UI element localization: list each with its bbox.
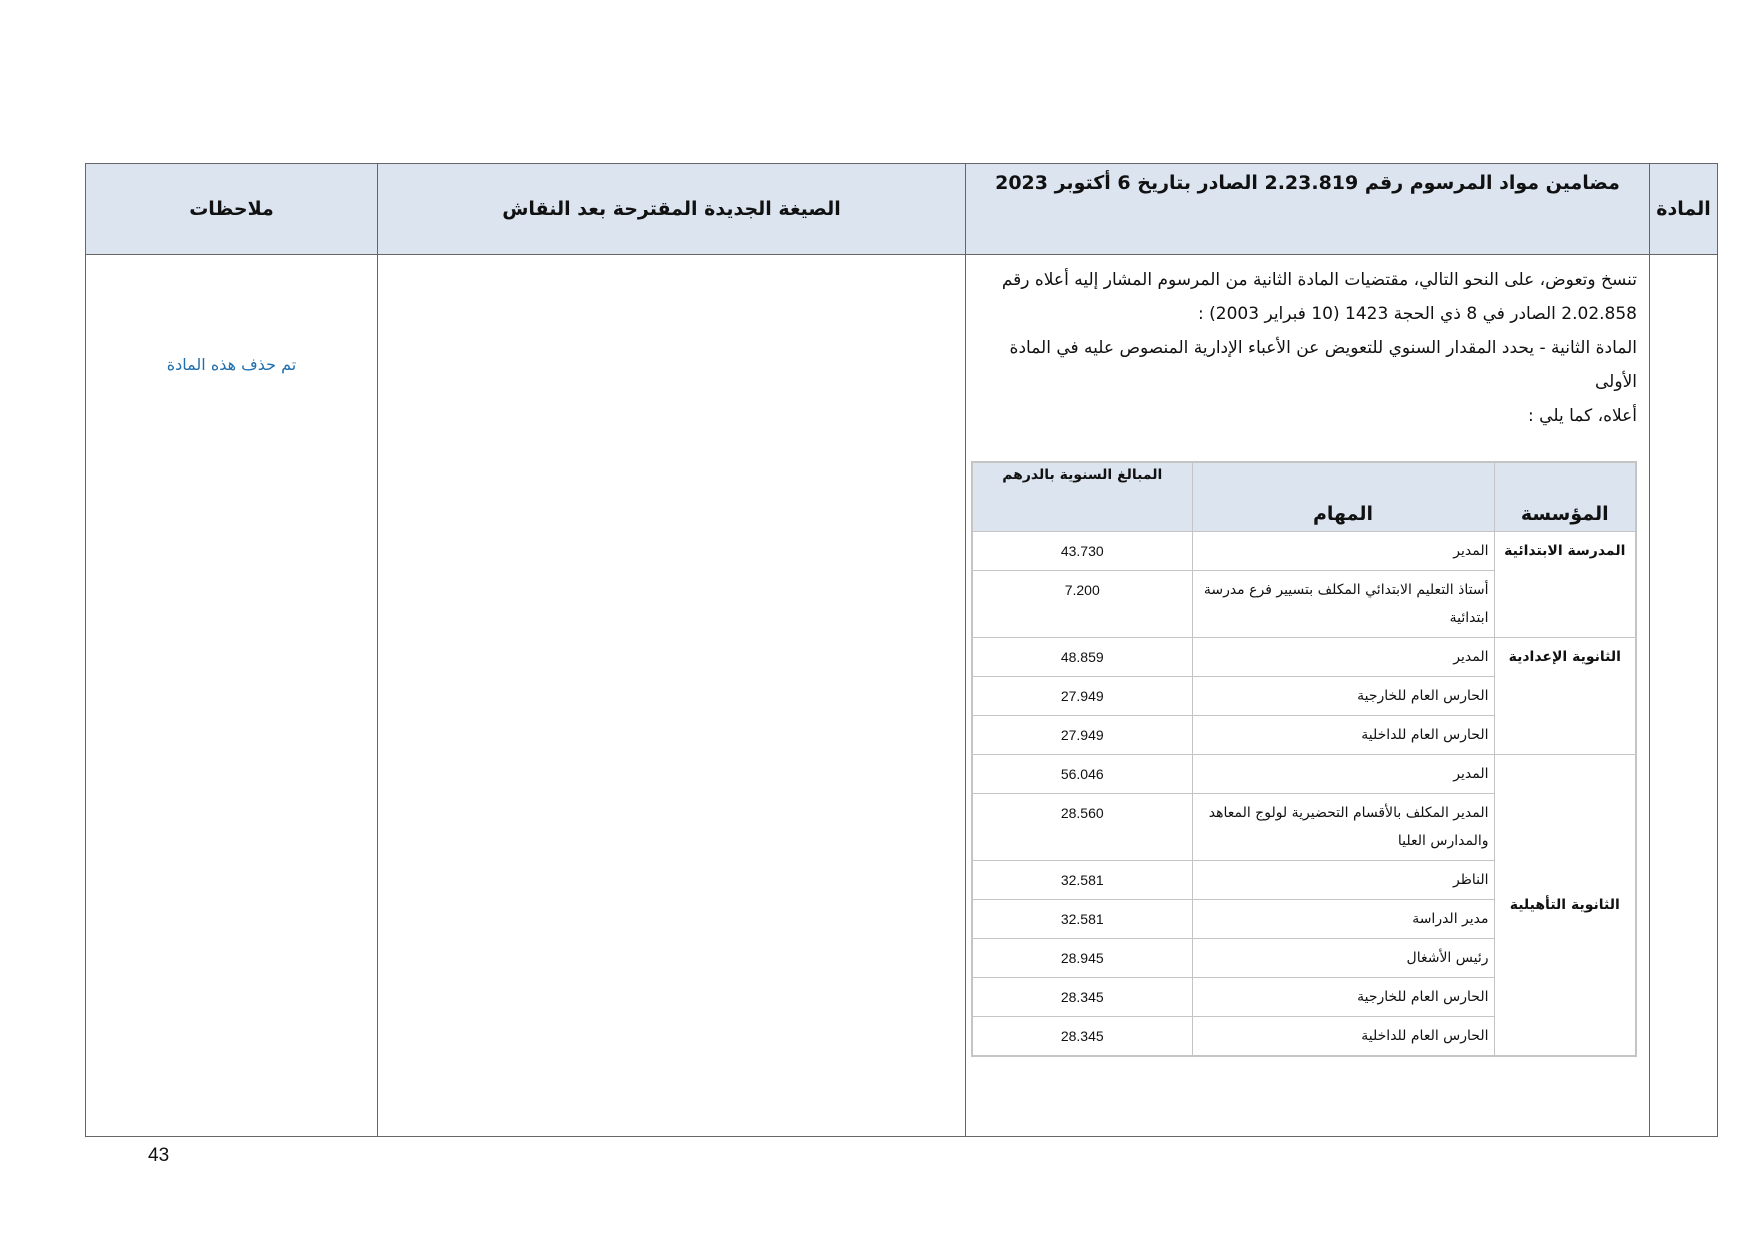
institution-cell: الثانوية التأهيلية (1494, 755, 1636, 1057)
proposed-wording-cell (378, 255, 966, 1137)
amount-cell: 32.581 (972, 900, 1192, 939)
compensation-table (971, 461, 1637, 1057)
header-decree-content: مضامين مواد المرسوم رقم 2.23.819 الصادر بتاريخ 6 أكتوبر 2023 (966, 164, 1650, 255)
task-cell: المدير (1192, 532, 1494, 571)
page-number: 43 (148, 1145, 170, 1166)
amount-cell: 28.945 (972, 939, 1192, 978)
decree-comparison-table (85, 163, 1718, 1137)
compensation-header-row (972, 462, 1636, 532)
article-number-cell (1650, 255, 1718, 1137)
header-notes: ملاحظات (86, 164, 378, 255)
compensation-header-amount: المبالغ السنوية بالدرهم (972, 462, 1192, 532)
task-cell: الحارس العام للخارجية (1192, 677, 1494, 716)
article-row (86, 255, 1718, 1137)
compensation-header-institution: المؤسسة (1494, 462, 1636, 532)
amount-cell: 32.581 (972, 861, 1192, 900)
amount-cell: 43.730 (972, 532, 1192, 571)
amount-cell: 28.345 (972, 1017, 1192, 1057)
header-row (86, 164, 1718, 255)
task-cell: الحارس العام للخارجية (1192, 978, 1494, 1017)
amount-cell: 27.949 (972, 677, 1192, 716)
content-paragraph: المادة الثانية - يحدد المقدار السنوي للتعويض عن الأعباء الإدارية المنصوص عليه في المادة الأولى (1009, 338, 1637, 392)
institution-cell: الثانوية الإعدادية (1494, 638, 1636, 755)
task-cell: مدير الدراسة (1192, 900, 1494, 939)
decree-content-cell (966, 255, 1650, 1137)
task-cell: الناظر (1192, 861, 1494, 900)
institution-cell: المدرسة الابتدائية (1494, 532, 1636, 638)
task-cell: الحارس العام للداخلية (1192, 1017, 1494, 1057)
amount-cell: 28.345 (972, 978, 1192, 1017)
table-row (972, 755, 1636, 794)
amount-cell: 56.046 (972, 755, 1192, 794)
amount-cell: 28.560 (972, 794, 1192, 861)
task-cell: الحارس العام للداخلية (1192, 716, 1494, 755)
deletion-note: تم حذف هذه المادة (166, 355, 297, 374)
compensation-header-task: المهام (1192, 462, 1494, 532)
task-cell: أستاذ التعليم الابتدائي المكلف بتسيير فرع مدرسة ابتدائية (1192, 571, 1494, 638)
amount-cell: 7.200 (972, 571, 1192, 638)
header-proposed-wording: الصيغة الجديدة المقترحة بعد النقاش (378, 164, 966, 255)
amount-cell: 27.949 (972, 716, 1192, 755)
header-article: المادة (1650, 164, 1718, 255)
content-paragraph: 2.02.858 الصادر في 8 ذي الحجة 1423 (10 فبراير 2003) : (1198, 304, 1637, 324)
table-row (972, 638, 1636, 677)
content-paragraph: تنسخ وتعوض، على النحو التالي، مقتضيات المادة الثانية من المرسوم المشار إليه أعلاه رقم (1001, 270, 1637, 290)
content-paragraph: أعلاه، كما يلي : (1528, 406, 1637, 426)
amount-cell: 48.859 (972, 638, 1192, 677)
task-cell: المدير المكلف بالأقسام التحضيرية لولوج المعاهد والمدارس العليا (1192, 794, 1494, 861)
task-cell: المدير (1192, 638, 1494, 677)
task-cell: المدير (1192, 755, 1494, 794)
notes-cell (86, 255, 378, 1137)
table-row (972, 532, 1636, 571)
task-cell: رئيس الأشغال (1192, 939, 1494, 978)
